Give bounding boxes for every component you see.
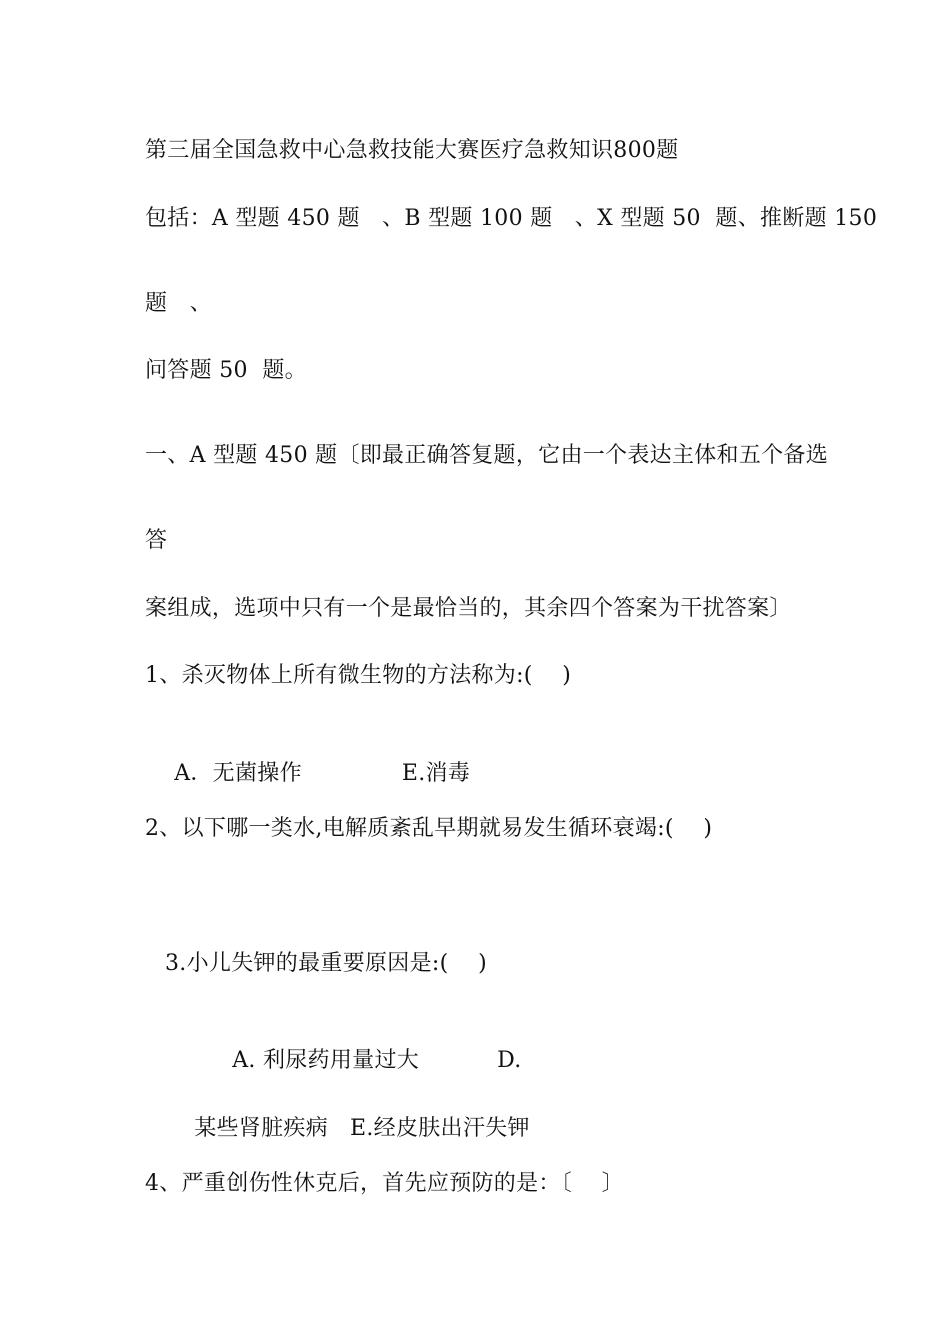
document-title: 第三届全国急救中心急救技能大赛医疗急救知识800题 bbox=[145, 138, 679, 163]
question-3-options-line-2 bbox=[165, 1084, 530, 1174]
section-a-heading-line-3: 案组成，选项中只有一个是最恰当的，其余四个答案为干扰答案〕 bbox=[145, 596, 792, 621]
question-1-stem: 1、杀灭物体上所有微生物的方法称为:( ) bbox=[145, 663, 572, 688]
question-3-stem: 3.小儿失钾的最重要原因是:( ) bbox=[165, 951, 487, 976]
question-1-option-e: E.消毒 bbox=[401, 761, 471, 786]
question-3-option-d-text: 某些肾脏疾病 bbox=[194, 1116, 328, 1141]
section-a-heading-line-1: 一、A 型题 450 题〔即最正确答复题，它由一个表达主体和五个备选 bbox=[145, 443, 829, 468]
includes-line-2: 题 、 bbox=[145, 291, 212, 316]
section-a-heading-line-2: 答 bbox=[145, 528, 168, 553]
question-1-option-a: A．无菌操作 bbox=[174, 761, 302, 786]
includes-line-1: 包括：A 型题 450 题 、B 型题 100 题 、X 型题 50 题、推断题 150 bbox=[145, 206, 878, 231]
question-3-option-a: A. 利尿药用量过大 bbox=[232, 1048, 420, 1073]
question-3-option-d: D. bbox=[497, 1048, 522, 1073]
question-1-options bbox=[145, 729, 470, 819]
question-4-stem: 4、严重创伤性休克后，首先应预防的是：〔 〕 bbox=[145, 1171, 624, 1196]
question-2-stem: 2、以下哪一类水,电解质紊乱早期就易发生循环衰竭:( ) bbox=[145, 816, 713, 841]
includes-line-3: 问答题 50 题。 bbox=[145, 358, 307, 383]
question-3-option-e: E.经皮肤出汗失钾 bbox=[350, 1116, 530, 1141]
